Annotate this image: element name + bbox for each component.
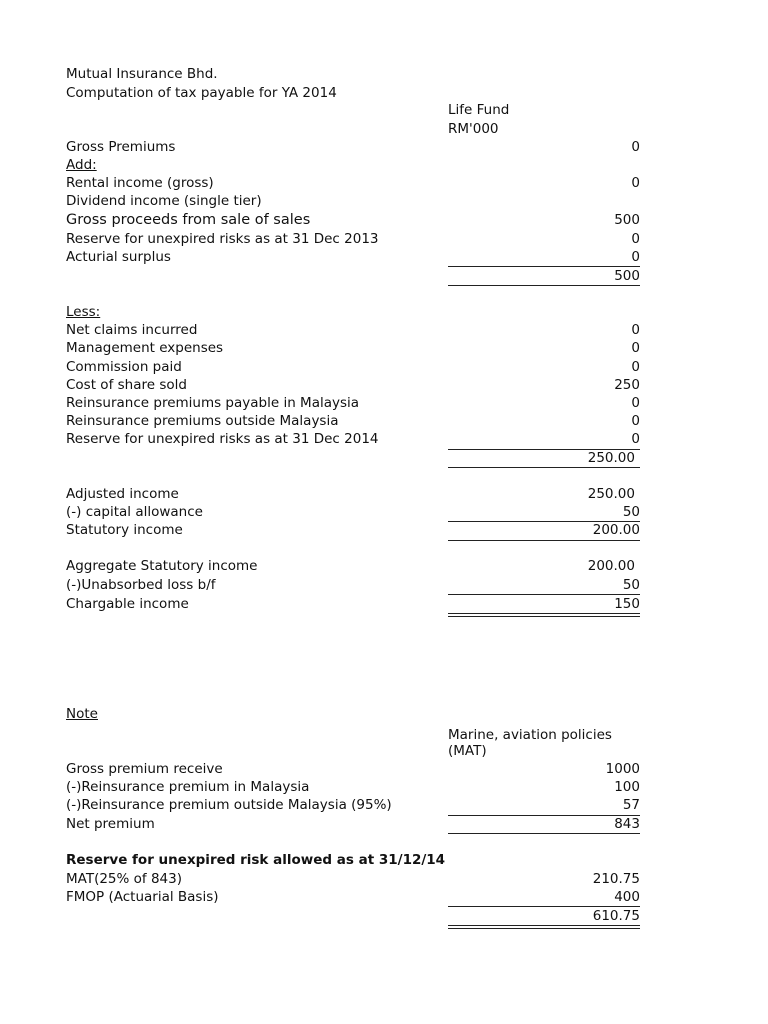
add-heading: Add: xyxy=(66,157,97,173)
reserve-heading: Reserve for unexpired risk allowed as at 31/12/14 xyxy=(66,852,446,868)
income-row-value: 0 xyxy=(631,231,640,247)
note-column-header-abbr: (MAT) xyxy=(448,743,487,759)
adjusted-row-value: 50 xyxy=(622,504,640,520)
adjusted-row-value: 250.00 xyxy=(587,486,635,502)
note-row-value: 1000 xyxy=(605,761,640,777)
adjusted-row-label: Statutory income xyxy=(66,522,183,538)
note-row-value: 57 xyxy=(622,797,640,813)
income-total: 500 xyxy=(614,268,640,284)
less-row-label: Cost of share sold xyxy=(66,377,187,393)
less-heading: Less: xyxy=(66,304,101,320)
less-total: 250.00 xyxy=(587,450,635,466)
subtotal-rule xyxy=(448,594,640,595)
double-total-rule xyxy=(448,925,640,929)
income-row-value: 0 xyxy=(631,249,640,265)
adjusted-row-label: Adjusted income xyxy=(66,486,179,502)
note-column-header: Marine, aviation policies xyxy=(448,727,612,743)
column-header-unit: RM'000 xyxy=(448,121,499,137)
total-rule xyxy=(448,467,640,468)
income-row-label: Rental income (gross) xyxy=(66,175,214,191)
note-row-label: Net premium xyxy=(66,816,155,832)
less-row-value: 0 xyxy=(631,413,640,429)
income-row-value: 0 xyxy=(631,175,640,191)
subtotal-rule xyxy=(448,906,640,907)
aggregate-row-value: 200.00 xyxy=(587,558,635,574)
aggregate-row-value: 50 xyxy=(622,577,640,593)
less-row-value: 0 xyxy=(631,340,640,356)
total-rule xyxy=(448,833,640,834)
less-row-label: Reserve for unexpired risks as at 31 Dec 2014 xyxy=(66,431,379,447)
column-header-name: Life Fund xyxy=(448,102,510,118)
double-total-rule xyxy=(448,613,640,617)
aggregate-row-label: Aggregate Statutory income xyxy=(66,558,258,574)
reserve-total: 610.75 xyxy=(592,908,640,924)
income-row-label: Dividend income (single tier) xyxy=(66,193,262,209)
chargeable-income-label: Chargable income xyxy=(66,596,189,612)
reserve-row-value: 400 xyxy=(614,889,640,905)
less-row-value: 0 xyxy=(631,431,640,447)
adjusted-row-label: (-) capital allowance xyxy=(66,504,203,520)
note-row-value: 100 xyxy=(614,779,640,795)
subtotal-rule xyxy=(448,266,640,267)
note-row-value: 843 xyxy=(614,816,640,832)
reserve-row-label: MAT(25% of 843) xyxy=(66,871,182,887)
subtotal-rule xyxy=(448,815,640,816)
less-row-label: Management expenses xyxy=(66,340,224,356)
income-row-label: Gross proceeds from sale of sales xyxy=(66,212,311,228)
income-row-label: Reserve for unexpired risks as at 31 Dec 2013 xyxy=(66,231,379,247)
less-row-value: 250 xyxy=(614,377,640,393)
income-row-label: Acturial surplus xyxy=(66,249,171,265)
aggregate-row-label: (-)Unabsorbed loss b/f xyxy=(66,577,216,593)
income-row-value: 500 xyxy=(614,212,640,228)
reserve-row-value: 210.75 xyxy=(592,871,640,887)
total-rule xyxy=(448,540,640,541)
reserve-row-label: FMOP (Actuarial Basis) xyxy=(66,889,219,905)
less-row-label: Commission paid xyxy=(66,359,182,375)
note-heading: Note xyxy=(66,706,98,722)
less-row-value: 0 xyxy=(631,359,640,375)
note-row-label: (-)Reinsurance premium outside Malaysia (95%) xyxy=(66,797,392,813)
income-row-value: 0 xyxy=(631,139,640,155)
adjusted-row-value: 200.00 xyxy=(592,522,640,538)
less-row-value: 0 xyxy=(631,395,640,411)
note-row-label: Gross premium receive xyxy=(66,761,223,777)
less-row-value: 0 xyxy=(631,322,640,338)
chargeable-income-value: 150 xyxy=(614,596,640,612)
less-row-label: Reinsurance premiums outside Malaysia xyxy=(66,413,339,429)
total-rule xyxy=(448,285,640,286)
note-row-label: (-)Reinsurance premium in Malaysia xyxy=(66,779,310,795)
less-row-label: Reinsurance premiums payable in Malaysia xyxy=(66,395,360,411)
income-row-label: Gross Premiums xyxy=(66,139,176,155)
less-row-label: Net claims incurred xyxy=(66,322,198,338)
document-title: Computation of tax payable for YA 2014 xyxy=(66,85,337,101)
company-name: Mutual Insurance Bhd. xyxy=(66,66,218,82)
